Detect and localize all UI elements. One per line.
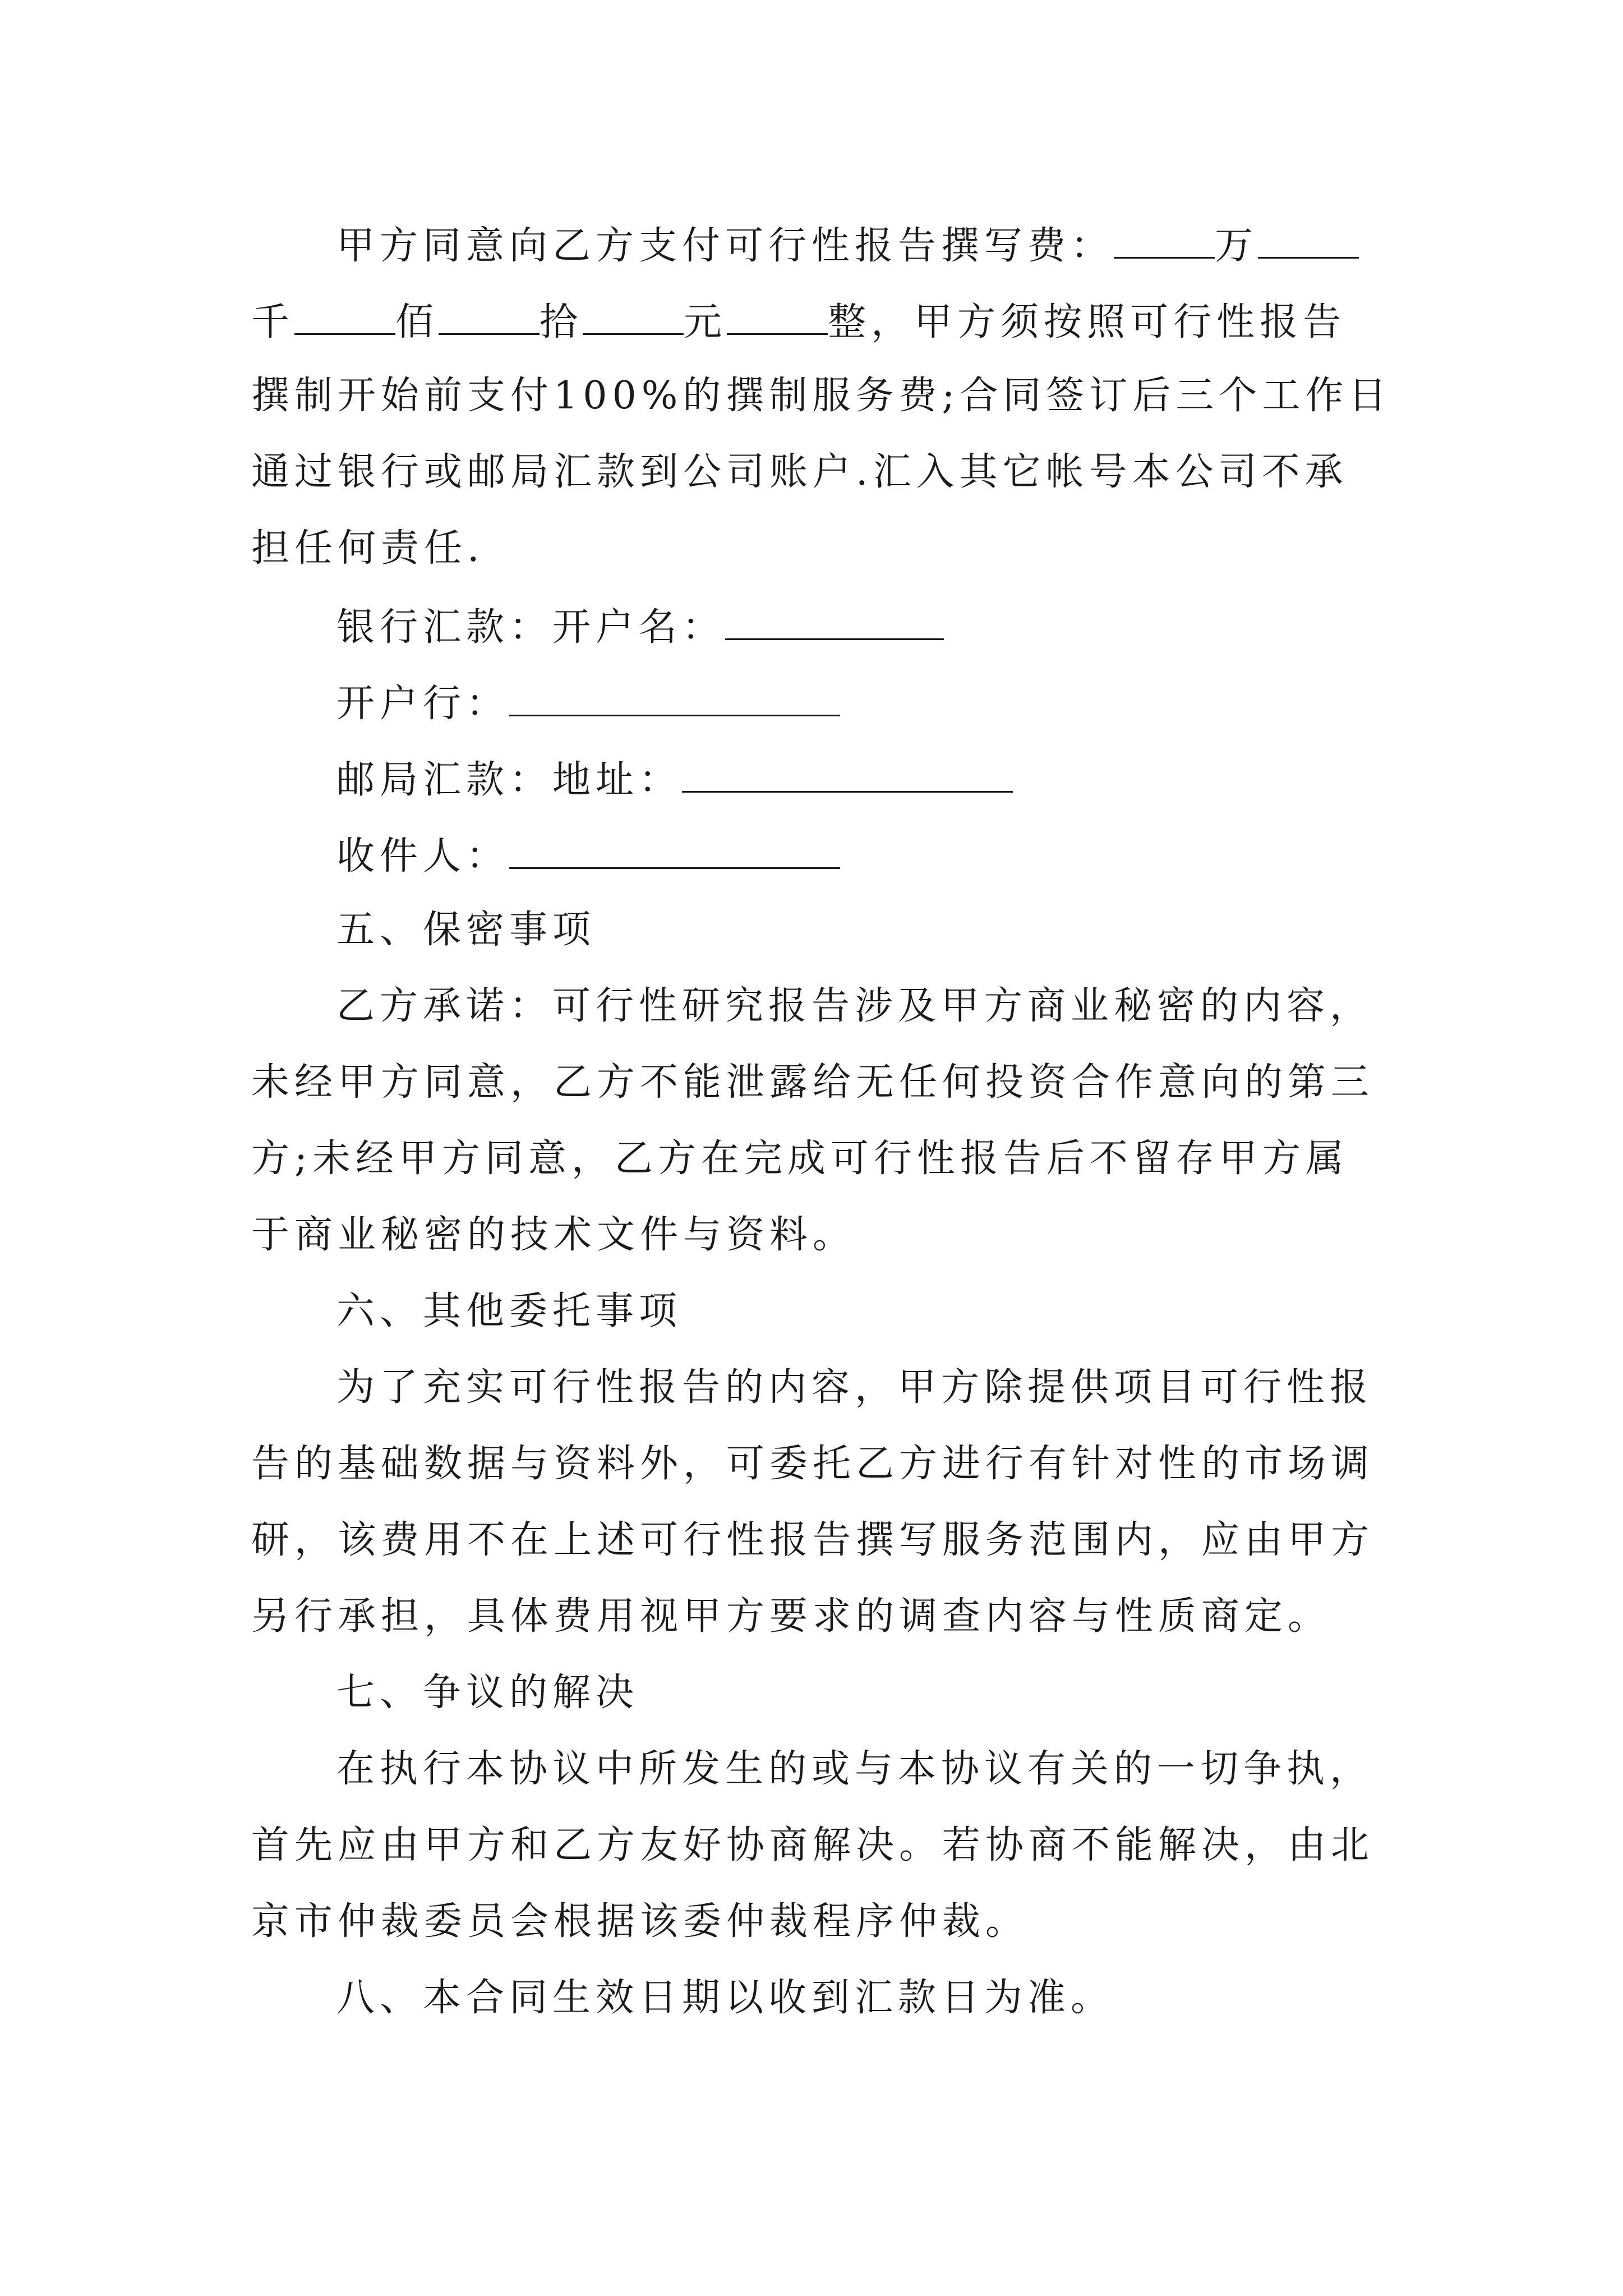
section6-line-3: 研，该费用不在上述可行性报告撰写服务范围内，应由甲方 <box>251 1518 1375 1562</box>
payment-line-2-tail: 整，甲方须按照可行性报告 <box>828 300 1347 344</box>
bank-account-name-field[interactable] <box>725 606 944 640</box>
blank-yuan[interactable] <box>583 301 684 335</box>
recipient-row <box>336 835 1464 876</box>
blank-wan[interactable] <box>1114 224 1215 259</box>
section5-line-2: 未经甲方同意，乙方不能泄露给无任何投资合作意向的第三 <box>251 1060 1375 1105</box>
section7-title: 七、争议的解决 <box>336 1671 639 1715</box>
payment-line-3: 撰制开始前支付100%的撰制服务费;合同签订后三个工作日 <box>251 374 1392 418</box>
section7-line-2: 首先应由甲方和乙方友好协商解决。若协商不能解决，由北 <box>251 1823 1375 1867</box>
blank-shi[interactable] <box>439 301 540 335</box>
blank-qian[interactable] <box>1258 224 1359 259</box>
unit-yuan: 元 <box>684 300 727 344</box>
blank-bai[interactable] <box>294 301 395 335</box>
payment-line-2 <box>251 301 1378 342</box>
bank-name-label: 开户行： <box>336 681 510 726</box>
section6-line-1: 为了充实可行性报告的内容，甲方除提供项目可行性报 <box>336 1365 1373 1410</box>
unit-qian: 千 <box>251 300 295 344</box>
section7-line-1: 在执行本协议中所发生的或与本协议有关的一切争执， <box>336 1747 1373 1791</box>
section5-line-1: 乙方承诺：可行性研究报告涉及甲方商业秘密的内容， <box>336 984 1373 1028</box>
payment-line-4: 通过银行或邮局汇款到公司账户.汇入其它帐号本公司不承 <box>251 450 1348 494</box>
section6-title: 六、其他委托事项 <box>336 1289 683 1333</box>
unit-bai: 佰 <box>395 300 439 344</box>
post-address-field[interactable] <box>682 758 1013 793</box>
post-address-row <box>336 757 1464 802</box>
payment-line-5: 担任何责任. <box>251 526 485 570</box>
bank-account-name-label: 银行汇款：开户名： <box>336 605 726 650</box>
section5-title: 五、保密事项 <box>336 908 596 952</box>
blank-zheng[interactable] <box>727 301 828 335</box>
recipient-label: 收件人： <box>336 834 510 878</box>
bank-account-name-row <box>336 605 1464 650</box>
post-address-label: 邮局汇款：地址： <box>336 757 683 802</box>
section8-title: 八、本合同生效日期以收到汇款日为准。 <box>336 1976 1114 2020</box>
section5-line-4: 于商业秘密的技术文件与资料。 <box>251 1213 856 1257</box>
payment-line-1 <box>336 223 1464 268</box>
bank-name-field[interactable] <box>509 682 840 716</box>
section5-line-3: 方;未经甲方同意，乙方在完成可行性报告后不留存甲方属 <box>251 1137 1349 1181</box>
unit-shi: 拾 <box>540 300 583 344</box>
bank-name-row <box>336 681 1464 726</box>
recipient-field[interactable] <box>509 835 840 869</box>
section7-line-3: 京市仲裁委员会根据该委仲裁程序仲裁。 <box>251 1899 1029 1944</box>
payment-intro-text: 甲方同意向乙方支付可行性报告撰写费： <box>336 223 1114 268</box>
section6-line-2: 告的基础数据与资料外，可委托乙方进行有针对性的市场调 <box>251 1442 1375 1486</box>
section6-line-4: 另行承担，具体费用视甲方要求的调查内容与性质商定。 <box>251 1594 1331 1639</box>
unit-wan: 万 <box>1215 223 1258 268</box>
